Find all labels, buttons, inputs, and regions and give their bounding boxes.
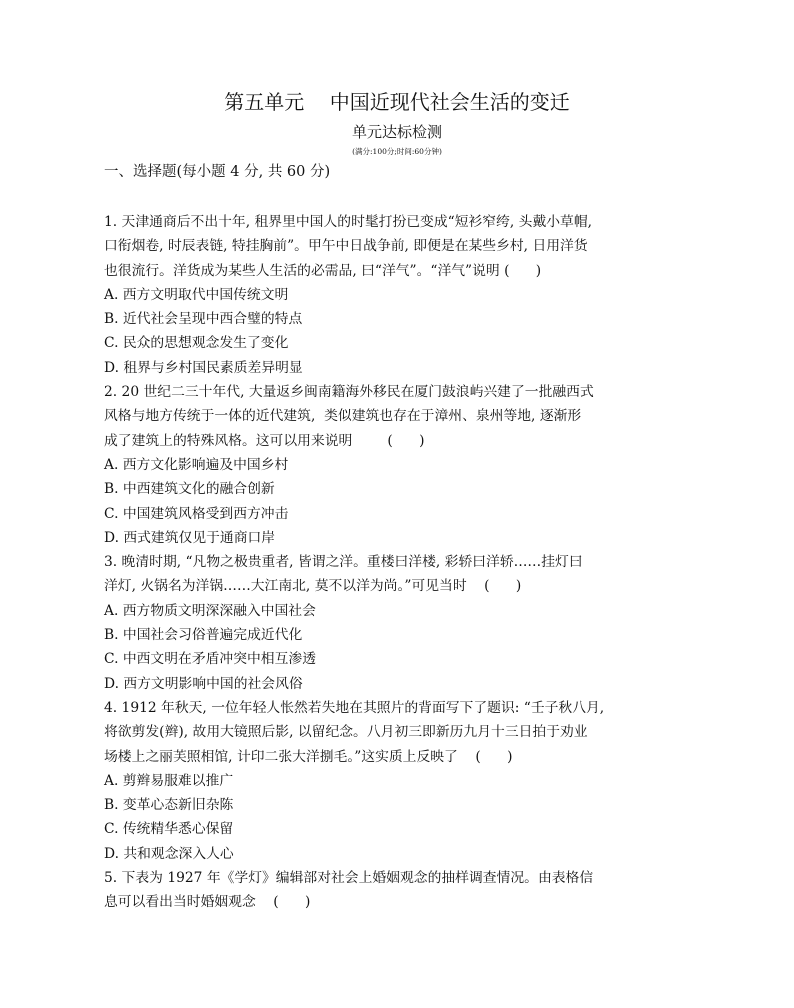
- option-d: D. 西式建筑仅见于通商口岸: [104, 529, 276, 546]
- option-c: C. 中西文明在矛盾冲突中相互渗透: [104, 651, 316, 668]
- option-a: A. 西方文明取代中国传统文明: [104, 286, 289, 303]
- question-stem-line: 场楼上之丽芙照相馆, 计印二张大洋捌毛。”这实质上反映了 ( ): [104, 748, 513, 765]
- option-b: B. 近代社会呈现中西合璧的特点: [104, 311, 303, 328]
- option-c: C. 中国建筑风格受到西方冲击: [104, 505, 289, 522]
- option-b: B. 中国社会习俗普遍完成近代化: [104, 627, 303, 644]
- question-stem-line: 风格与地方传统于一体的近代建筑, 类似建筑也存在于漳州、泉州等地, 逐渐形: [104, 408, 582, 425]
- question-stem-line: 洋灯, 火锅名为洋锅……大江南北, 莫不以洋为尚。”可见当时 ( ): [104, 578, 522, 595]
- question-stem-line: 3. 晚清时期, “凡物之极贵重者, 皆谓之洋。重楼曰洋楼, 彩轿曰洋轿……挂灯曰: [104, 554, 583, 571]
- question-2: [104, 380, 704, 550]
- score-time-note: (满分:100分;时间:60分钟): [352, 147, 442, 156]
- page-subtitle: 单元达标检测: [351, 123, 442, 141]
- question-stem-line: 成了建筑上的特殊风格。这可以用来说明 ( ): [104, 432, 425, 449]
- question-stem-line: 1. 天津通商后不出十年, 租界里中国人的时髦打扮已变成“短衫窄绔, 头戴小草帽,: [104, 214, 593, 230]
- option-b: B. 中西建筑文化的融合创新: [104, 481, 275, 498]
- option-a: A. 西方物质文明深深融入中国社会: [104, 602, 316, 619]
- option-d: D. 共和观念深入人心: [104, 845, 234, 862]
- question-stem-line: 2. 20 世纪二三十年代, 大量返乡闽南籍海外移民在厦门鼓浪屿兴建了一批融西式: [104, 384, 594, 401]
- section-heading: 一、选择题(每小题 4 分, 共 60 分): [104, 164, 331, 180]
- question-5: [104, 866, 704, 915]
- option-d: D. 租界与乡村国民素质差异明显: [104, 359, 303, 376]
- questions-body: [104, 210, 704, 915]
- question-stem-line: 息可以看出当时婚姻观念 ( ): [104, 894, 311, 911]
- page-title: 第五单元 中国近现代社会生活的变迁: [224, 90, 570, 114]
- question-stem-line: 将欲剪发(辫), 故用大镜照后影, 以留纪念。八月初三即新历九月十三日拍于劝业: [104, 724, 588, 741]
- question-stem-line: 4. 1912 年秋天, 一位年轻人怅然若失地在其照片的背面写下了题识: “壬子秋八月,: [104, 699, 605, 716]
- option-c: C. 传统精华悉心保留: [104, 821, 234, 838]
- option-c: C. 民众的思想观念发生了变化: [104, 335, 289, 352]
- option-a: A. 西方文化影响遍及中国乡村: [104, 456, 289, 473]
- question-stem-line: 也很流行。洋货成为某些人生活的必需品, 曰“洋气”。“洋气”说明 ( ): [104, 262, 542, 279]
- option-a: A. 剪辫易服难以推广: [104, 772, 234, 789]
- question-4: [104, 696, 704, 866]
- question-stem-line: 口衔烟卷, 时辰表链, 特挂胸前”。甲午中日战争前, 即便是在某些乡村, 日用洋货: [104, 238, 588, 255]
- question-stem-line: 5. 下表为 1927 年《学灯》编辑部对社会上婚姻观念的抽样调查情况。由表格信: [104, 870, 594, 887]
- option-d: D. 西方文明影响中国的社会风俗: [104, 675, 303, 692]
- question-3: [104, 550, 704, 696]
- question-1: [104, 210, 704, 380]
- option-b: B. 变革心态新旧杂陈: [104, 797, 234, 814]
